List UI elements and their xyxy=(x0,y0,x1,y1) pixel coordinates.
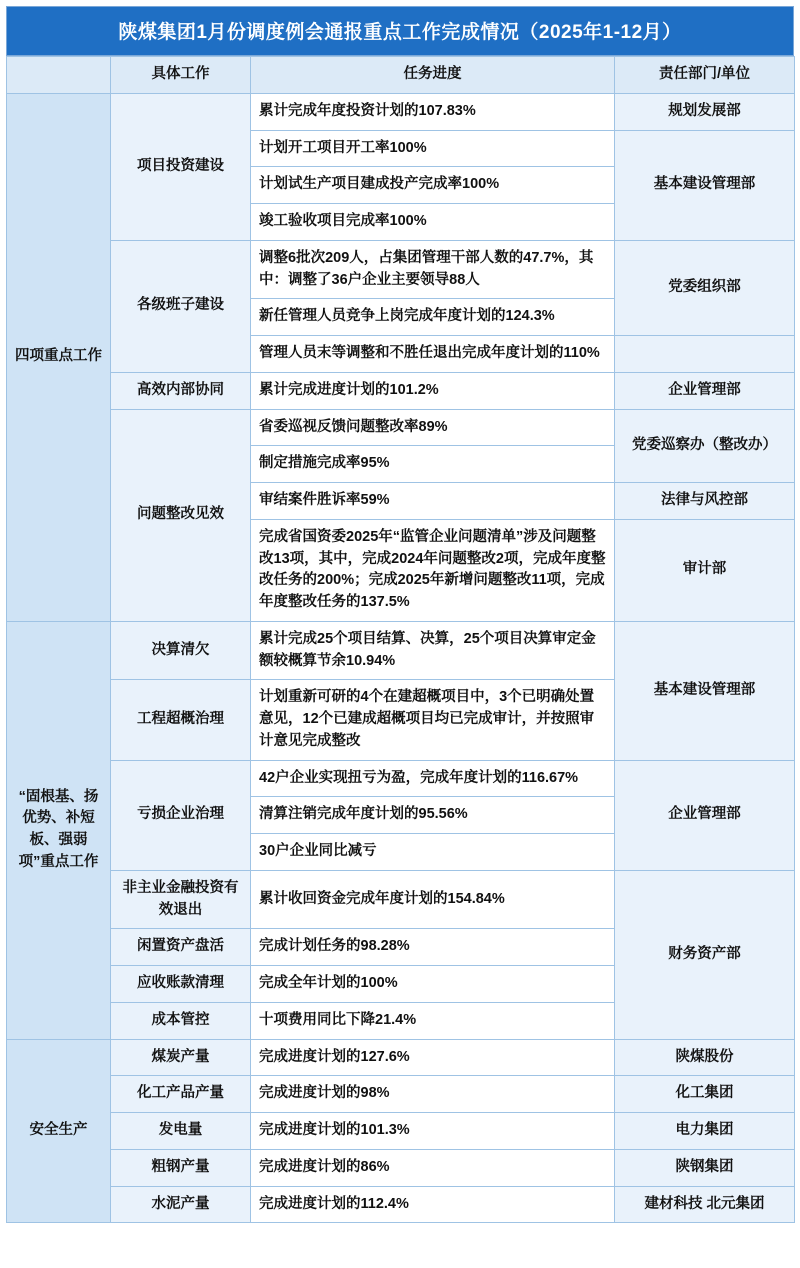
category-cell: 四项重点工作 xyxy=(7,93,111,621)
report-table xyxy=(6,56,795,1223)
dept-cell: 陕煤股份 xyxy=(615,1039,795,1076)
page-title: 陕煤集团1月份调度例会通报重点工作完成情况（2025年1-12月） xyxy=(6,6,794,56)
subwork-cell: 水泥产量 xyxy=(111,1186,251,1223)
table-row xyxy=(7,93,795,130)
task-cell: 完成进度计划的98% xyxy=(251,1076,615,1113)
dept-cell: 化工集团 xyxy=(615,1076,795,1113)
subwork-cell: 发电量 xyxy=(111,1113,251,1150)
category-cell: “固根基、扬优势、补短板、强弱项”重点工作 xyxy=(7,621,111,1039)
task-cell: 竣工验收项目完成率100% xyxy=(251,204,615,241)
subwork-cell: 亏损企业治理 xyxy=(111,760,251,870)
subwork-cell: 问题整改见效 xyxy=(111,409,251,621)
task-cell: 完成计划任务的98.28% xyxy=(251,929,615,966)
task-cell: 完成省国资委2025年“监管企业问题清单”涉及问题整改13项，其中，完成2024年问题整改2项，完成年度整改任务的200%；完成2025年新增问题整改11项，完成年度整改任务的137.5% xyxy=(251,519,615,621)
task-cell: 计划重新可研的4个在建超概项目中，3个已明确处置意见，12个已建成超概项目均已完成审计，并按照审计意见完成整改 xyxy=(251,680,615,760)
table-header-row xyxy=(7,57,795,94)
task-cell: 完成进度计划的86% xyxy=(251,1149,615,1186)
table-row xyxy=(7,409,795,446)
task-cell: 审结案件胜诉率59% xyxy=(251,483,615,520)
dept-cell: 建材科技 北元集团 xyxy=(615,1186,795,1223)
subwork-cell: 粗钢产量 xyxy=(111,1149,251,1186)
header-specific-work: 具体工作 xyxy=(111,57,251,94)
dept-cell: 审计部 xyxy=(615,519,795,621)
table-row xyxy=(7,372,795,409)
dept-cell: 法律与风控部 xyxy=(615,483,795,520)
table-row xyxy=(7,240,795,299)
header-responsible-dept: 责任部门/单位 xyxy=(615,57,795,94)
dept-cell-empty xyxy=(615,336,795,373)
task-cell: 调整6批次209人，占集团管理干部人数的47.7%，其中：调整了36户企业主要领导88人 xyxy=(251,240,615,299)
task-cell: 完成进度计划的101.3% xyxy=(251,1113,615,1150)
table-row xyxy=(7,621,795,680)
table-row xyxy=(7,1076,795,1113)
subwork-cell: 应收账款清理 xyxy=(111,966,251,1003)
task-cell: 完成全年计划的100% xyxy=(251,966,615,1003)
subwork-cell: 化工产品产量 xyxy=(111,1076,251,1113)
task-cell: 累计完成年度投资计划的107.83% xyxy=(251,93,615,130)
dept-cell: 基本建设管理部 xyxy=(615,130,795,240)
task-cell: 完成进度计划的112.4% xyxy=(251,1186,615,1223)
category-cell: 安全生产 xyxy=(7,1039,111,1223)
task-cell: 完成进度计划的127.6% xyxy=(251,1039,615,1076)
table-row xyxy=(7,1149,795,1186)
task-cell: 计划开工项目开工率100% xyxy=(251,130,615,167)
subwork-cell: 高效内部协同 xyxy=(111,372,251,409)
dept-cell: 基本建设管理部 xyxy=(615,621,795,760)
table-row xyxy=(7,1113,795,1150)
dept-cell: 党委组织部 xyxy=(615,240,795,335)
subwork-cell: 非主业金融投资有效退出 xyxy=(111,870,251,929)
table-row xyxy=(7,760,795,797)
table-body xyxy=(7,57,795,1223)
table-row xyxy=(7,870,795,929)
task-cell: 省委巡视反馈问题整改率89% xyxy=(251,409,615,446)
task-cell: 42户企业实现扭亏为盈，完成年度计划的116.67% xyxy=(251,760,615,797)
dept-cell: 企业管理部 xyxy=(615,760,795,870)
task-cell: 清算注销完成年度计划的95.56% xyxy=(251,797,615,834)
subwork-cell: 成本管控 xyxy=(111,1002,251,1039)
subwork-cell: 决算清欠 xyxy=(111,621,251,680)
dept-cell: 财务资产部 xyxy=(615,870,795,1039)
task-cell: 累计完成25个项目结算、决算，25个项目决算审定金额较概算节余10.94% xyxy=(251,621,615,680)
task-cell: 制定措施完成率95% xyxy=(251,446,615,483)
task-cell: 管理人员末等调整和不胜任退出完成年度计划的110% xyxy=(251,336,615,373)
dept-cell: 党委巡察办（整改办） xyxy=(615,409,795,483)
dept-cell: 陕钢集团 xyxy=(615,1149,795,1186)
subwork-cell: 项目投资建设 xyxy=(111,93,251,240)
task-cell: 计划试生产项目建成投产完成率100% xyxy=(251,167,615,204)
dept-cell: 电力集团 xyxy=(615,1113,795,1150)
task-cell: 十项费用同比下降21.4% xyxy=(251,1002,615,1039)
header-category xyxy=(7,57,111,94)
table-row xyxy=(7,1039,795,1076)
dept-cell: 企业管理部 xyxy=(615,372,795,409)
table-row xyxy=(7,1186,795,1223)
header-task-progress: 任务进度 xyxy=(251,57,615,94)
task-cell: 新任管理人员竞争上岗完成年度计划的124.3% xyxy=(251,299,615,336)
subwork-cell: 煤炭产量 xyxy=(111,1039,251,1076)
dept-cell: 规划发展部 xyxy=(615,93,795,130)
subwork-cell: 闲置资产盘活 xyxy=(111,929,251,966)
subwork-cell: 工程超概治理 xyxy=(111,680,251,760)
task-cell: 30户企业同比减亏 xyxy=(251,834,615,871)
task-cell: 累计收回资金完成年度计划的154.84% xyxy=(251,870,615,929)
subwork-cell: 各级班子建设 xyxy=(111,240,251,372)
task-cell: 累计完成进度计划的101.2% xyxy=(251,372,615,409)
